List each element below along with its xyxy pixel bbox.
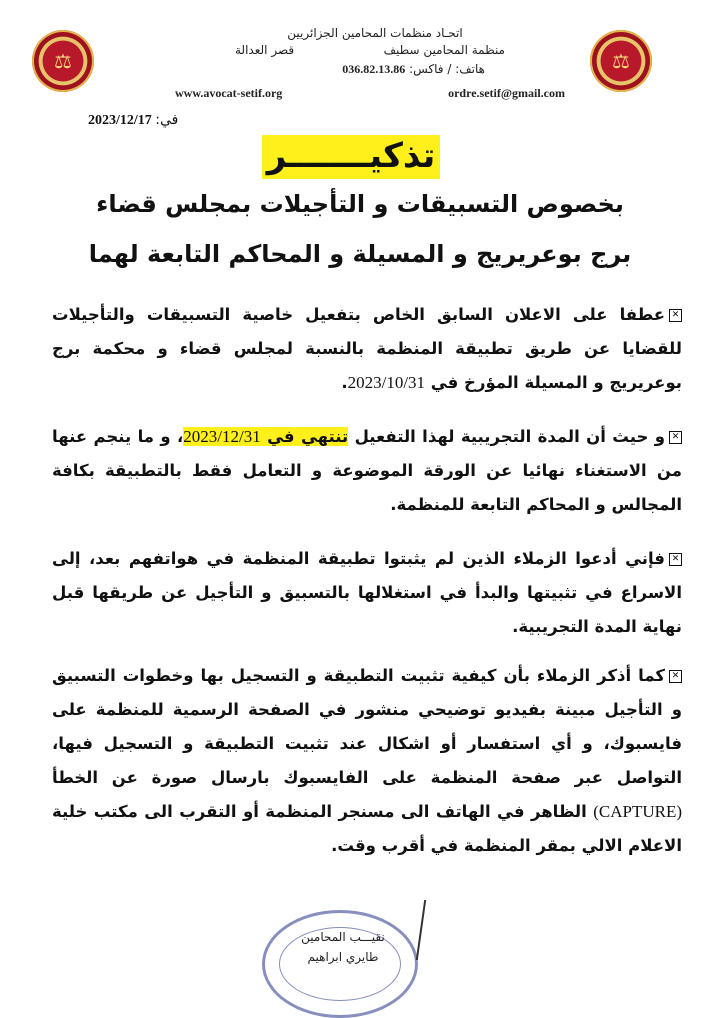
header-org-line xyxy=(235,43,505,57)
document-title: تذكيـــــــر xyxy=(266,136,436,176)
paragraph-1-text: عطفا على الاعلان السابق الخاص بتفعيل خاصية التسبيقات والتأجيلات للقضايا عن طريق تطبيقة المنظمة بالنسبة لمجلس قضاء و محكمة برج بوعريريج و المسيلة المؤرخ في xyxy=(52,305,682,392)
header-union-name: اتحـاد منظمات المحامين الجزائريين xyxy=(287,26,463,40)
paragraph-4-rest: الظاهر في الهاتف الى مسنجر المنظمة أو التقرب الى مكتب خلية الاعلام الالي بمقر المنظمة في أقرب وقت. xyxy=(52,802,682,855)
signature-role: نقيـــب المحامين xyxy=(301,930,385,944)
header-org-name: منظمة المحامين سطيف xyxy=(383,43,505,57)
paragraph-3 xyxy=(52,542,682,644)
header-web-line xyxy=(175,86,565,101)
paragraph-3-text: فإني أدعوا الزملاء الذين لم يثبتوا تطبيقة المنظمة في هواتفهم بعد، إلى الاسراع في تثبيتها والبدأ في استغلالها بالتسبيق و التأجيل عن طريقها قبل نهاية المدة التجريبية. xyxy=(52,549,682,636)
subtitle-line-2: برج بوعريريج و المسيلة و المحاكم التابعة لهما xyxy=(88,240,632,268)
highlight-date: 2023/12/31 xyxy=(183,427,261,446)
paragraph-4-capture: (CAPTURE) xyxy=(593,802,682,821)
paragraph-2-highlight xyxy=(183,427,348,446)
scales-icon: ⚖ xyxy=(612,49,630,73)
checkbox-icon: ✕ xyxy=(669,309,682,322)
header-website[interactable]: www.avocat-setif.org xyxy=(175,86,283,100)
paragraph-1 xyxy=(52,298,682,400)
subtitle-line-1: بخصوص التسبيقات و التأجيلات بمجلس قضاء xyxy=(96,190,624,218)
paragraph-1-end: . xyxy=(341,373,348,392)
header-phone: 036.82.13.86 xyxy=(342,62,406,76)
date-label: في: xyxy=(155,112,179,128)
highlight-text: تنتهي في xyxy=(260,427,349,446)
scales-icon: ⚖ xyxy=(54,49,72,73)
official-stamp xyxy=(262,910,418,1018)
paragraph-4-start: كما أذكر الزملاء بأن كيفية تثبيت التطبيقة و التسجيل بها وخطوات التسبيق و التأجيل مبينة بفيديو توضيحي منشور في الصفحة الرسمية للمنظمة على فايسبوك، و أي استفسار أو اشكال عند تثبيت التطبيقة و التسجيل فيها، التواصل عبر صفحة المنظمة على الفايسبوك بارسال صورة عن الخطأ xyxy=(52,666,682,787)
header-contact-label: هاتف: / فاكس: xyxy=(409,62,485,76)
paragraph-1-date: 2023/10/31 xyxy=(347,373,426,392)
date-value: 2023/12/17 xyxy=(88,113,152,128)
header-court: قصر العدالة xyxy=(235,43,295,57)
paragraph-2 xyxy=(52,420,682,522)
paragraph-4 xyxy=(52,659,682,863)
bar-association-logo-right xyxy=(590,30,652,92)
checkbox-icon: ✕ xyxy=(669,553,682,566)
handwritten-signature xyxy=(416,900,444,960)
header-contact xyxy=(275,62,485,77)
header-email[interactable]: ordre.setif@gmail.com xyxy=(448,86,565,100)
signature-name: طايري ابراهيم xyxy=(307,950,379,964)
bar-association-logo-left xyxy=(32,30,94,92)
checkbox-icon: ✕ xyxy=(669,431,682,444)
paragraph-2-start: و حيث أن المدة التجريبية لهذا التفعيل xyxy=(348,427,665,446)
checkbox-icon: ✕ xyxy=(669,670,682,683)
paragraph-2-rest: ، و ما ينجم عنها من الاستغناء نهائيا عن الورقة الموضوعة و التعامل فقط بالتطبيقة بكافة المجالس و المحاكم التابعة للمنظمة. xyxy=(52,427,682,514)
document-date xyxy=(88,112,178,129)
